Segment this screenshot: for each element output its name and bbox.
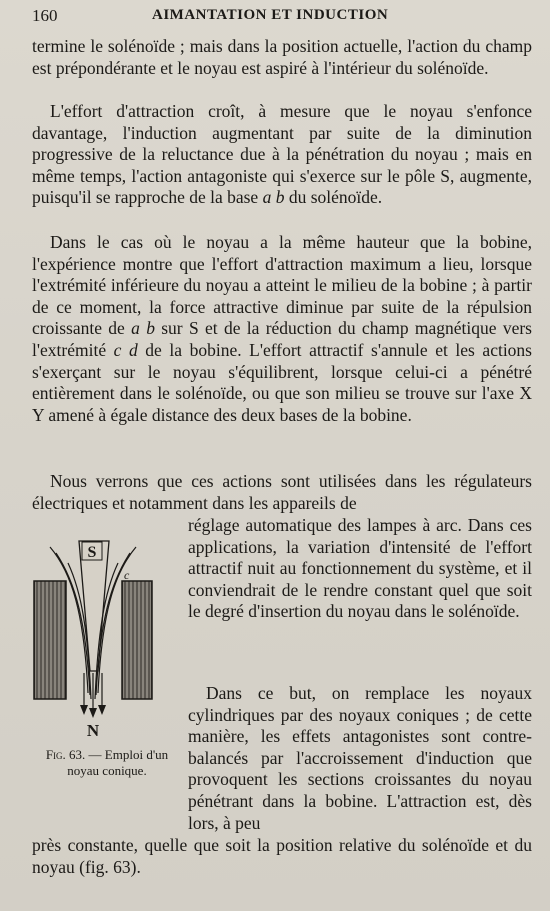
paragraph-4: Nous verrons que ces actions sont utilisées dans les régulateurs électriques et notamment dans les appareils de <box>32 471 532 513</box>
label-s: S <box>87 544 97 561</box>
coil-right <box>122 581 152 699</box>
paragraph-6: Dans ce but, on remplace les noyaux cylindriques par des noyaux coniques ; de cette manière, les effets antagonistes sont contre-balancés par l'accroissement d'induction que provoquent les sections croissantes du noyau pénétrant dans la bobine. L'attraction est, dès lors, à peu <box>188 683 532 833</box>
paragraph-5: réglage automatique des lampes à arc. Dans ces applications, la variation d'intensité de l'effort attractif nuit au fonctionnement du système, et il conviendrait de le rendre constant quel que soit le degré d'insertion du noyau dans le solénoïde. <box>188 515 532 622</box>
paragraph-3-text-a: Dans le cas où le noyau a la même hauteur que la bobine, l'expérience montre que l'effort d'attraction maximum a lieu, lorsque l'extrémité inférieure du noyau a atteint le milieu de la bobine ; à partir de ce moment, la force attractive diminue par suite de la répulsion croissante de <box>32 232 532 339</box>
paragraph-3-text-c: de la bobine. L'effort attractif s'annule et les actions s'exerçant sur le noyau s'équilibrent, lorsque celui-ci a pénétré entièrement dans le solénoïde, ou que son milieu se trouve sur l'axe X Y amené à égale distance des deux bases de la bobine. <box>32 339 532 425</box>
label-cd: c d <box>113 339 138 360</box>
coil-left <box>34 581 66 699</box>
figure-caption <box>32 747 182 779</box>
solenoid-diagram <box>32 523 178 753</box>
paragraph-2-text-b: du solénoïde. <box>284 187 383 208</box>
page-header <box>32 6 530 28</box>
label-ab: a b <box>131 318 155 339</box>
paragraph-1: termine le solénoïde ; mais dans la position actuelle, l'action du champ est prépondérante et le noyau est aspiré à l'intérieur du solénoïde. <box>32 36 532 78</box>
label-n: N <box>86 721 100 740</box>
paragraph-3 <box>32 232 532 426</box>
label-c: c <box>124 568 130 582</box>
paragraph-2 <box>32 101 532 209</box>
figure-63-conical-core <box>32 523 178 753</box>
paragraph-7: près constante, quelle que soit la position relative du solénoïde et du noyau (fig. 63). <box>32 835 532 877</box>
page-number: 160 <box>32 6 58 25</box>
label-ab: a b <box>262 187 285 208</box>
paragraph-3-text-b: sur S et de la réduction du champ magnétique vers l'extrémité <box>32 318 532 360</box>
running-title: AIMANTATION ET INDUCTION <box>152 7 389 23</box>
paragraph-2-text-a: L'effort d'attraction croît, à mesure que le noyau s'enfonce davantage, l'induction augmentant par suite de la diminution progressive de la reluctance due à la pénétration du noyau ; mais en même temps, l'action antagoniste qui s'exerce sur le pôle S, augmente, puisqu'il se rapproche de la base <box>32 101 532 208</box>
caption-label: Fig. 63. <box>45 747 86 762</box>
caption-text: — Emploi d'un noyau conique. <box>67 747 169 778</box>
